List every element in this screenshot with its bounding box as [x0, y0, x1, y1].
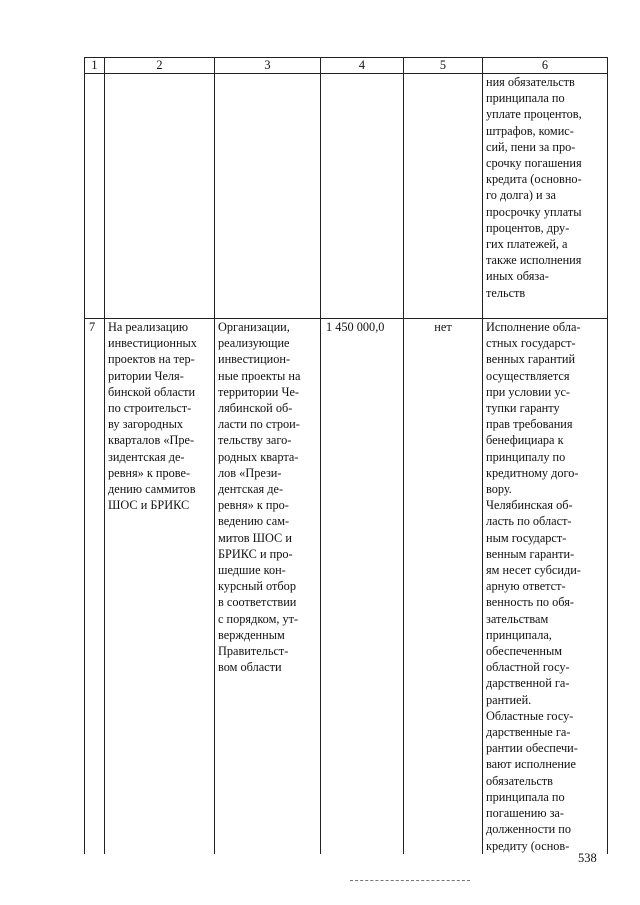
table-row: [85, 319, 608, 854]
text-line: обязательств: [486, 773, 553, 788]
text-line: ласти по строи-: [218, 417, 300, 432]
header-col-6: 6: [483, 58, 608, 74]
header-row: [85, 58, 608, 74]
cont-cell-4: [321, 74, 404, 319]
text-line: принципалу по: [486, 449, 566, 464]
scan-artifact-line: [350, 880, 470, 882]
cont-cell-1: [85, 74, 105, 319]
text-line: ревня» к про-: [218, 498, 289, 513]
text-line: принципала по: [486, 789, 565, 804]
text-line: сий, пени за про-: [486, 139, 576, 154]
text-line: вержденным: [218, 627, 285, 642]
regress-cell: нет: [404, 319, 483, 854]
header-col-1: 1: [85, 58, 105, 74]
text-line: дарственной га-: [486, 676, 570, 691]
principal-cell: [215, 319, 321, 854]
text-line: Челябинская об-: [486, 498, 573, 513]
text-line: зидентская де-: [108, 449, 185, 464]
text-line: бинской области: [108, 384, 196, 399]
text-line: осуществляется: [486, 368, 570, 383]
text-line: Исполнение обла-: [486, 320, 581, 334]
text-line: вору.: [486, 482, 512, 497]
text-line: принципала,: [486, 627, 552, 642]
text-line: Организации,: [218, 320, 290, 334]
text-line: родных кварта-: [218, 449, 299, 464]
header-col-2: 2: [105, 58, 215, 74]
text-line: зательствам: [486, 611, 549, 626]
text-line: вают исполнение: [486, 757, 576, 772]
text-line: кварталов «Пре-: [108, 433, 195, 448]
text-line: принципала по: [486, 91, 565, 106]
text-line: бенефициара к: [486, 433, 564, 448]
text-line: ревня» к прове-: [108, 465, 191, 480]
text-line: ния обязательств: [486, 75, 575, 89]
text-line: венных гарантий: [486, 352, 576, 367]
text-line: митов ШОС и: [218, 530, 292, 545]
text-line: Областные госу-: [486, 708, 574, 723]
cont-cell-2: [105, 74, 215, 319]
text-line: уплате процентов,: [486, 107, 582, 122]
text-line: инвестицион-: [218, 352, 291, 367]
text-line: лябинской об-: [218, 401, 293, 416]
continuation-row: [85, 74, 608, 319]
text-line: штрафов, комис-: [486, 123, 574, 138]
text-line: вом области: [218, 660, 282, 675]
text-line: областной госу-: [486, 660, 570, 675]
text-line: ритории Челя-: [108, 368, 184, 383]
text-line: с порядком, ут-: [218, 611, 299, 626]
text-line: гих платежей, а: [486, 237, 568, 252]
text-line: обеспеченным: [486, 644, 563, 659]
text-line: тупки гаранту: [486, 401, 560, 416]
text-line: арную ответст-: [486, 579, 566, 594]
row-number: 7: [85, 319, 105, 854]
text-line: проектов на тер-: [108, 352, 195, 367]
text-line: прав требования: [486, 417, 573, 432]
text-line: ведению сам-: [218, 514, 290, 529]
cont-cell-3: [215, 74, 321, 319]
text-line: тельству заго-: [218, 433, 292, 448]
text-line: венным гаранти-: [486, 546, 575, 561]
text-line: дению саммитов: [108, 482, 196, 497]
text-line: срочку погашения: [486, 156, 582, 171]
text-line: ШОС и БРИКС: [108, 498, 190, 513]
text-line: ным государст-: [486, 530, 567, 545]
amount-cell: 1 450 000,0: [321, 319, 404, 854]
text-line: иных обяза-: [486, 269, 549, 284]
text-line: шедшие кон-: [218, 563, 286, 578]
header-col-4: 4: [321, 58, 404, 74]
text-line: долженности по: [486, 822, 572, 837]
text-line: тельств: [486, 285, 526, 300]
text-line: процентов, дру-: [486, 220, 570, 235]
text-line: лов «Прези-: [218, 465, 282, 480]
text-line: венность по обя-: [486, 595, 574, 610]
text-line: дентская де-: [218, 482, 284, 497]
text-line: также исполнения: [486, 253, 582, 268]
text-line: стных государст-: [486, 336, 576, 351]
text-line: территории Че-: [218, 384, 299, 399]
cont-cell-6: [483, 74, 608, 319]
page-number: 538: [578, 851, 597, 865]
conditions-cell: [483, 319, 608, 854]
text-line: ву загородных: [108, 417, 183, 432]
text-line: по строительст-: [108, 401, 192, 416]
guarantees-table: [84, 57, 608, 854]
text-line: рантии обеспечи-: [486, 741, 578, 756]
header-col-5: 5: [404, 58, 483, 74]
text-line: Правительст-: [218, 644, 289, 659]
text-line: кредитному дого-: [486, 465, 579, 480]
text-line: при условии ус-: [486, 384, 571, 399]
text-line: го долга) и за: [486, 188, 556, 203]
text-line: просрочку уплаты: [486, 204, 582, 219]
text-line: БРИКС и про-: [218, 546, 293, 561]
text-line: в соответствии: [218, 595, 297, 610]
cont-cell-5: [404, 74, 483, 319]
text-line: реализующие: [218, 336, 290, 351]
text-line: кредиту (основ-: [486, 838, 570, 853]
header-col-3: 3: [215, 58, 321, 74]
text-line: курсный отбор: [218, 579, 296, 594]
text-line: рантией.: [486, 692, 532, 707]
text-line: дарственные га-: [486, 725, 571, 740]
text-line: ласть по област-: [486, 514, 572, 529]
purpose-cell: [105, 319, 215, 854]
text-line: ям несет субсиди-: [486, 563, 581, 578]
text-line: На реализацию: [108, 320, 189, 334]
text-line: ные проекты на: [218, 368, 301, 383]
text-line: инвестиционных: [108, 336, 197, 351]
text-line: кредита (основно-: [486, 172, 582, 187]
text-line: погашению за-: [486, 806, 564, 821]
